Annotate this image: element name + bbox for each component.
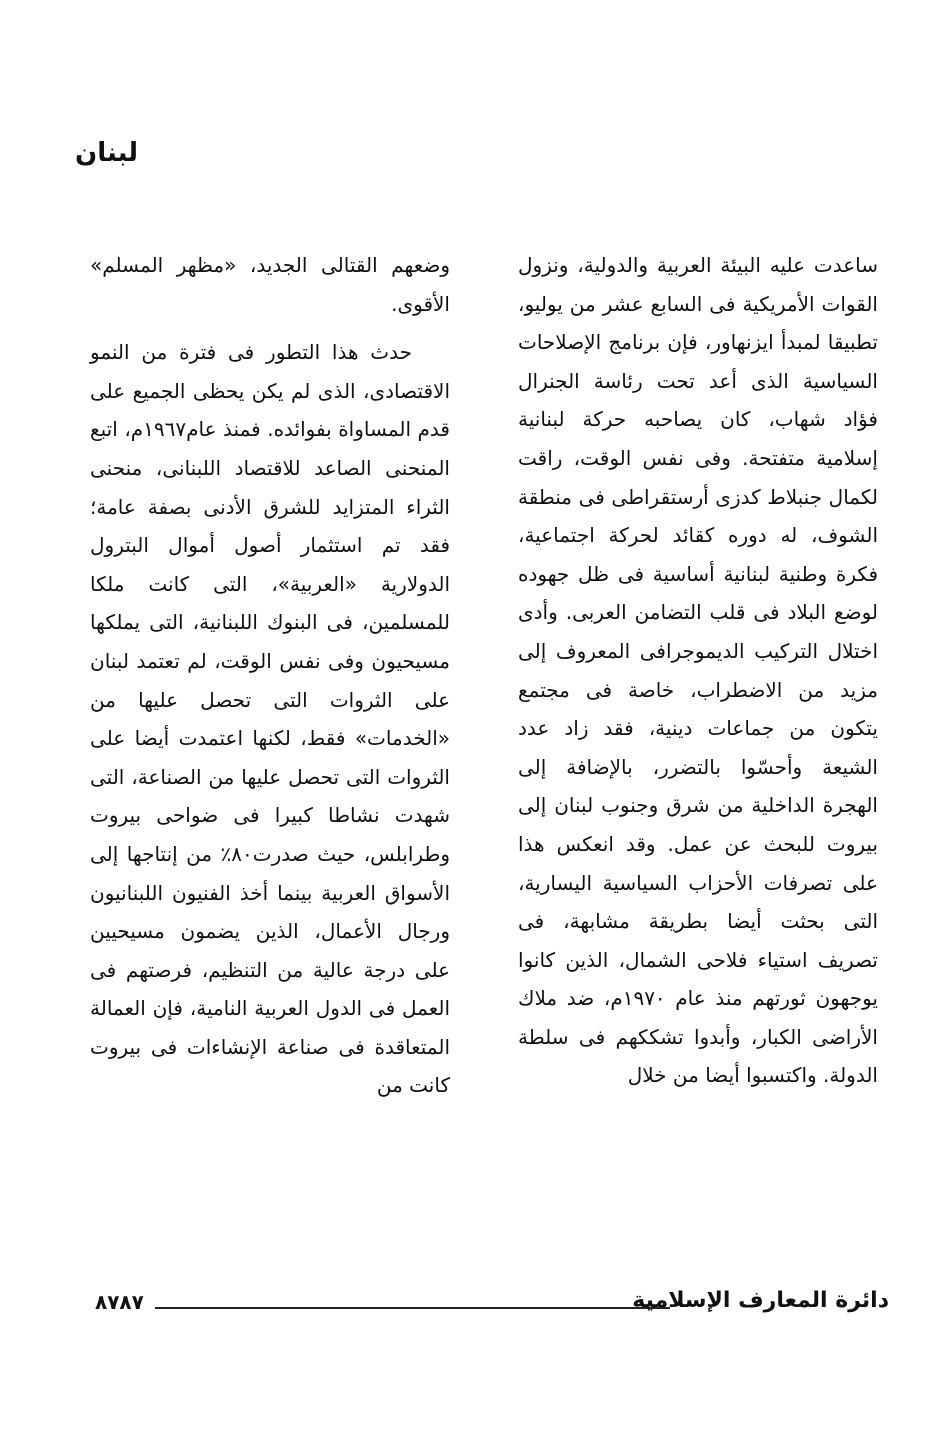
paragraph: وضعهم القتالى الجديد، «مظهر المسلم» الأقوى. (90, 253, 450, 316)
text-column-right (518, 246, 878, 1095)
paragraph: ساعدت عليه البيئة العربية والدولية، ونزول القوات الأمريكية فى السابع عشر من يوليو، تطبيقا لمبدأ ايزنهاور، فإن برنامج الإصلاحات السياسية الذى أعد تحت رئاسة الجنرال فؤاد شهاب، كان يصاحبه حركة لبنانية إسلامية متفتحة. وفى نفس الوقت، راقت لكمال جنبلاط كدزى أرستقراطى فى منطقة الشوف، له دوره كقائد لحركة اجتماعية، فكرة وطنية لبنانية أساسية فى ظل جهوده لوضع البلاد فى قلب التضامن العربى. وأدى اختلال التركيب الديموجرافى المعروف إلى مزيد من الاضطراب، خاصة فى مجتمع يتكون من جماعات دينية، فقد زاد عدد الشيعة وأحسّوا بالتضرر، بالإضافة إلى الهجرة الداخلية من شرق وجنوب لبنان إلى بيروت للبحث عن عمل. وقد انعكس هذا على تصرفات الأحزاب السياسية اليسارية، التى بحثت أيضا بطريقة مشابهة، فى تصريف استياء فلاحى الشمال، الذين كانوا يوجهون ثورتهم منذ عام ١٩٧٠م، ضد ملاك الأراضى الكبار، وأبدوا تشككهم فى سلطة الدولة. واكتسبوا أيضا من خلال (518, 253, 878, 1088)
paragraph: حدث هذا التطور فى فترة من النمو الاقتصادى، الذى لم يكن يحظى الجميع على قدم المساواة بفوائده. فمنذ عام١٩٦٧م، اتبع المنحنى الصاعد للاقتصاد اللبنانى، منحنى الثراء المتزايد للشرق الأدنى بصفة عامة؛ فقد تم استثمار أصول أموال البترول الدولارية «العربية»، التى كانت ملكا للمسلمين، فى البنوك اللبنانية، التى يملكها مسيحيون وفى نفس الوقت، لم تعتمد لبنان على الثروات التى تحصل عليها من «الخدمات» فقط، لكنها اعتمدت أيضا على الثروات التى تحصل عليها من الصناعة، التى شهدت نشاطا كبيرا فى ضواحى بيروت وطرابلس، حيث صدرت٨٠٪ من إنتاجها إلى الأسواق العربية بينما أخذ الفنيون اللبنانيون ورجال الأعمال، الذين يضمون مسيحيين على درجة عالية من التنظيم، فرصتهم فى العمل فى الدول العربية النامية، فإن العمالة المتعاقدة فى صناعة الإنشاءات فى بيروت كانت من (90, 340, 451, 1098)
page-footer (95, 1288, 889, 1328)
text-column-left (90, 246, 450, 1105)
page-number: ٨٧٨٧ (95, 1290, 144, 1314)
footer-publication-title: دائرة المعارف الإسلامية (632, 1288, 889, 1313)
footer-divider (155, 1307, 670, 1309)
running-header-title: لبنان (75, 138, 138, 168)
